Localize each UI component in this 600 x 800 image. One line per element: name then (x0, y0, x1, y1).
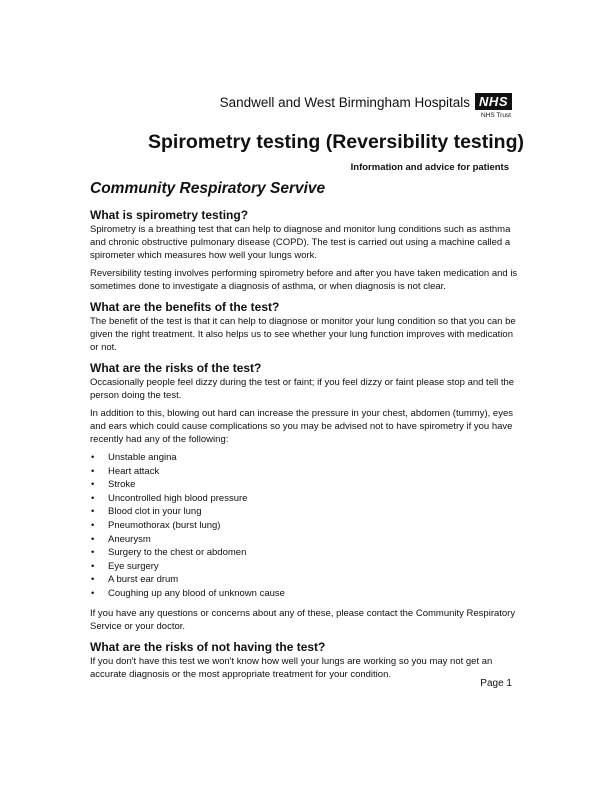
section-risks (90, 361, 520, 633)
bullet-icon: • (91, 547, 95, 559)
paragraph: The benefit of the test is that it can help to diagnose or monitor your lung condition so that you can be given the right treatment. It also helps us to see whether your lung function improves with medication or not. (90, 316, 516, 353)
paragraph: If you don't have this test we won't know how well your lungs are working so you may not get an accurate diagnosis or the most appropriate treatment for your condition. (90, 655, 493, 680)
service-name: Community Respiratory Servive (90, 180, 326, 197)
organisation-name: Sandwell and West Birmingham Hospitals (219, 95, 470, 110)
list-item (90, 560, 520, 574)
list-item (90, 546, 520, 560)
bullet-icon: • (91, 492, 95, 504)
paragraph: Occasionally people feel dizzy during the test or faint; if you feel dizzy or faint please stop and tell the person doing the test. (90, 377, 515, 401)
bullet-icon: • (91, 560, 95, 572)
list-item-text: Coughing up any blood of unknown cause (108, 587, 285, 599)
paragraph: If you have any questions or concerns about any of these, please contact the Community Respiratory Service or your doctor. (90, 607, 516, 632)
page-subtitle: Information and advice for patients (350, 162, 509, 173)
list-item (90, 505, 520, 519)
list-item-text: Surgery to the chest or abdomen (108, 547, 247, 559)
section-benefits (90, 300, 520, 354)
bullet-icon: • (91, 519, 95, 531)
section-risks-of-not-testing (90, 640, 520, 681)
bullet-icon: • (91, 533, 95, 545)
list-item-text: Heart attack (108, 465, 160, 477)
list-item (90, 587, 520, 601)
list-item-text: Blood clot in your lung (108, 506, 202, 518)
bullet-icon: • (91, 506, 95, 518)
list-item-text: Eye surgery (108, 560, 159, 572)
bullet-icon: • (91, 587, 95, 599)
paragraph: In addition to this, blowing out hard can increase the pressure in your chest, abdomen (tummy), eyes and ears which could cause complications so you may be advised not to have spirometry if you have recently had any of the following: (90, 408, 513, 445)
list-item-text: Aneurysm (108, 533, 151, 545)
paragraph: Spirometry is a breathing test that can help to diagnose and monitor lung conditions such as asthma and chronic obstructive pulmonary disease (COPD). The test is carried out using a machine called a spirometer which measures how well your lungs work. (90, 224, 511, 261)
list-item (90, 478, 520, 492)
list-item (90, 573, 520, 587)
section-heading: What are the risks of the test? (90, 361, 262, 375)
bullet-icon: • (91, 479, 95, 491)
list-item (90, 492, 520, 506)
list-item (90, 451, 520, 465)
trust-label: NHS Trust (481, 112, 511, 119)
bullet-icon: • (91, 465, 95, 477)
list-item (90, 533, 520, 547)
document-body (90, 208, 520, 688)
bullet-icon: • (91, 574, 95, 586)
paragraph: Reversibility testing involves performing spirometry before and after you have taken medication and is sometimes done to investigate a diagnosis of asthma, or when diagnosis is not clear. (90, 268, 518, 292)
section-heading: What are the benefits of the test? (90, 300, 280, 314)
list-item-text: Unstable angina (108, 452, 177, 463)
section-heading: What is spirometry testing? (90, 208, 249, 222)
risk-conditions-list (90, 451, 520, 601)
list-item-text: Pneumothorax (burst lung) (108, 519, 221, 531)
list-item-text: Stroke (108, 479, 136, 491)
page-number: Page 1 (480, 678, 512, 689)
section-what-is-spirometry (90, 208, 520, 293)
page-title: Spirometry testing (Reversibility testing) (148, 131, 524, 153)
list-item-text: A burst ear drum (108, 574, 179, 586)
list-item-text: Uncontrolled high blood pressure (108, 492, 248, 504)
list-item (90, 465, 520, 479)
list-item (90, 519, 520, 533)
section-heading: What are the risks of not having the test? (90, 639, 326, 654)
nhs-logo: NHS (475, 93, 512, 110)
bullet-icon: • (91, 452, 95, 463)
